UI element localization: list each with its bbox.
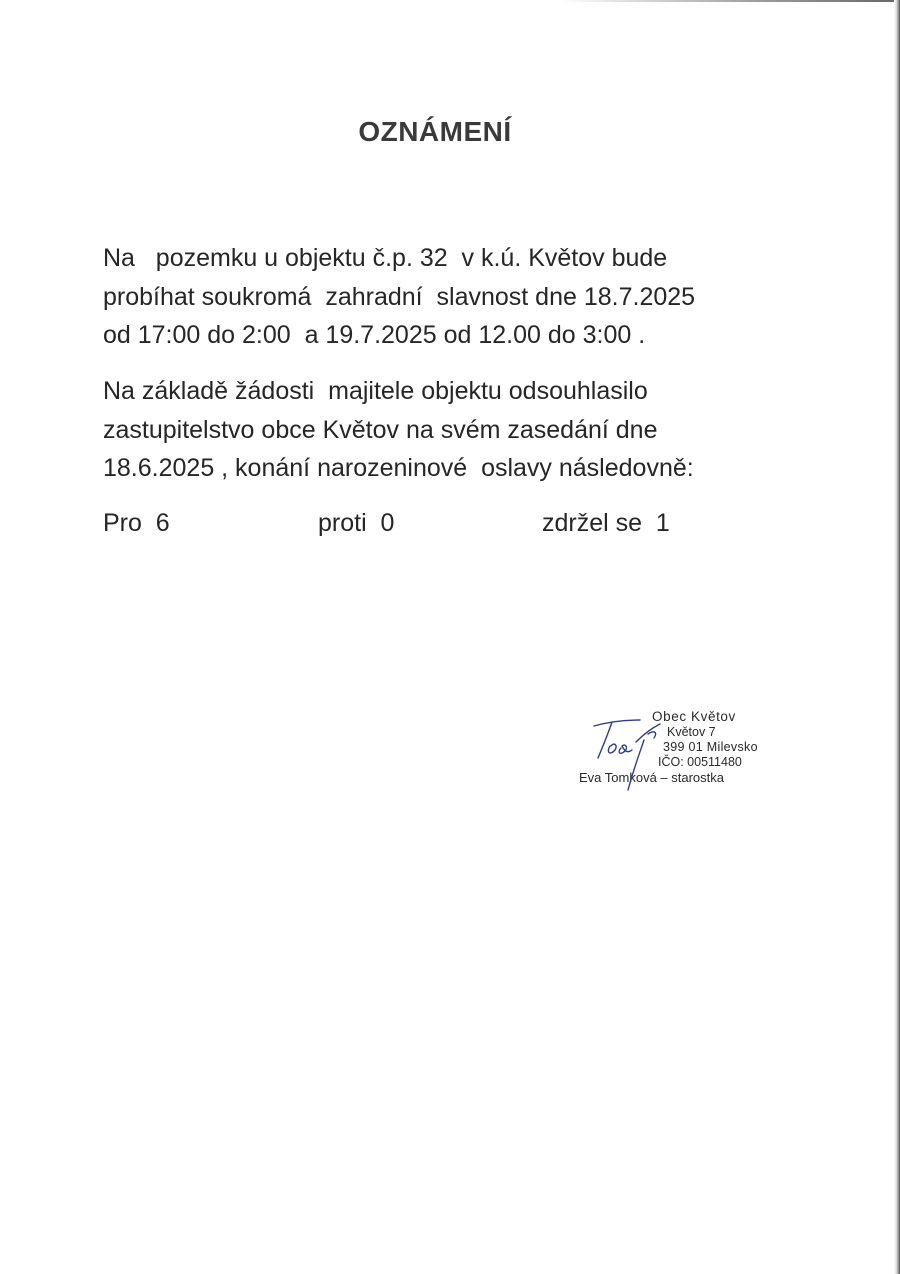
stamp-municipality: Obec Květov <box>652 709 736 724</box>
vote-result <box>103 505 803 541</box>
paragraph-line: probíhat soukromá zahradní slavnost dne 18.7.2025 <box>103 282 696 311</box>
vote-for: Pro 6 <box>103 509 170 537</box>
paragraph-line: zastupitelstvo obce Květov na svém zasedání dne <box>103 415 658 444</box>
stamp-street: Květov 7 <box>667 725 716 739</box>
paragraph-line: od 17:00 do 2:00 a 19.7.2025 od 12.00 do 3:00 . <box>103 321 646 349</box>
vote-abstain: zdržel se 1 <box>542 509 670 537</box>
vote-against: proti 0 <box>318 509 395 537</box>
paragraph-line: 18.6.2025 , konání narozeninové oslavy následovně: <box>103 454 694 482</box>
stamp-postcode: 399 01 Milevsko <box>663 740 758 754</box>
stamp-ico: IČO: 00511480 <box>658 755 742 769</box>
paragraph-line: Na pozemku u objektu č.p. 32 v k.ú. Květov bude <box>103 244 668 272</box>
document-title: OZNÁMENÍ <box>358 116 512 147</box>
scan-edge-top <box>560 0 900 2</box>
handwritten-signature <box>588 712 698 802</box>
approval-paragraph <box>103 372 803 488</box>
scan-edge-right <box>894 0 900 1274</box>
paragraph-line: Na základě žádosti majitele objektu odsouhlasilo <box>103 377 648 405</box>
stamp-mayor: Eva Tomková – starostka <box>579 770 724 785</box>
announcement-paragraph <box>103 239 803 355</box>
